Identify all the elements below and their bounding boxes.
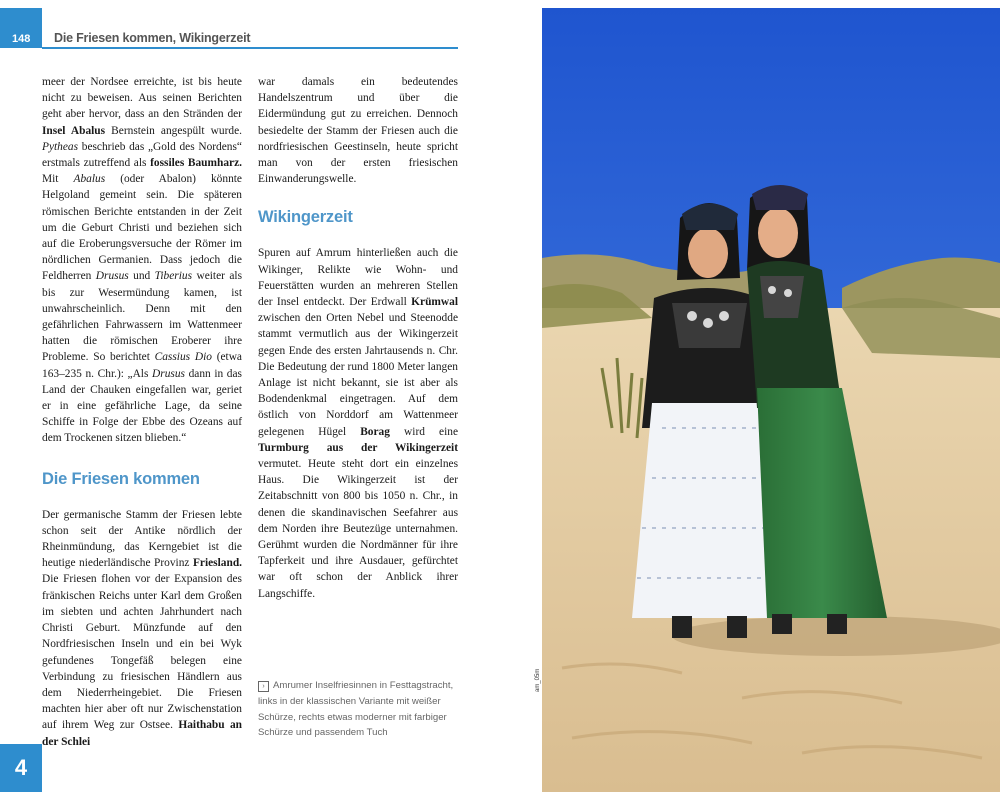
left-text-column [42,74,242,750]
running-title: Die Friesen kommen, Wikingerzeit [54,31,251,45]
page-number: 148 [12,33,31,45]
photo-credit [532,662,542,692]
chapter-tab: 4 [0,744,42,792]
friesen-paragraph: Der germanische Stamm der Friesen lebte schon seit der Antike nördlich der Rheinmündung, das Kerngebiet ist die heutige niederländische Provinz Friesland. Die Friesen flohen vor der Expansion des fränkischen Reichs unter Karl dem Großen im siebten und achten Jahrhundert nach Christi Geburt. Münzfunde auf den Nordfriesischen Inseln und ein bei Wyk gefundenes Tongefäß belegen eine Verbindung zu friesischen Händlern aus dem Niederrheingebiet. Die Friesen machten hier aber oft nur Zwischenstation auf ihrem Weg zur Ostsee. Haithabu an der Schlei [42,508,243,748]
header-rule [42,47,458,49]
photo-frisian-women [542,8,1000,792]
section-heading-friesen: Die Friesen kommen [42,469,200,488]
right-text-column [258,74,458,602]
caption-arrow-icon: › [258,681,269,692]
photo-caption [258,678,468,741]
page-number-box [0,8,42,48]
caption-text: Amrumer Inselfriesinnen in Festtagstracht, links in der klassischen Variante mit weißer Schürze, rechts etwas moderner mit farbiger Schürze und passendem Tuch [258,680,454,739]
continuation-paragraph: war damals ein bedeutendes Handelszentrum und über die Eidermündung gut zu erreichen. Dennoch besiedelte der Stamm der Friesen auch die nordfriesischen Geestinseln, heute spricht man von der ersten friesischen Einwanderungswelle. [258,76,458,186]
photo-credit-text: am_05m [535,668,541,692]
wikinger-paragraph: Spuren auf Amrum hinterließen auch die Wikinger, Relikte wie Wohn- und Feuerstätten wurden an mehreren Stellen der Insel entdeckt. Der Erdwall Krümwal zwischen den Orten Nebel und Steenodde stammt vermutlich aus der Wikingerzeit gegen Ende des ersten Jahrtausends n. Chr. Die Bedeutung der rund 1800 Meter langen Anlage ist nicht bekannt, sie ist aber als Bodendenkmal eingetragen. Auf dem östlich von Norddorf am Wattenmeer gelegenen Hügel Borag wird eine Turmburg aus der Wikingerzeit vermutet. Heute steht dort ein einzelnes Haus. Die Wikingerzeit ist der Zeitabschnitt von 800 bis 1050 n. Chr., in denen die skandinavischen Seefahrer aus dem Norden ihre Beutezüge unternahmen. Gerühmt wurden die Nordmänner für ihre Tapferkeit und ihre Ausdauer, gefürchtet war oft schon der Anblick ihrer Langschiffe. [258,247,458,600]
intro-paragraph: meer der Nordsee erreichte, ist bis heute nicht zu beweisen. Aus seinen Berichten geht aber hervor, dass an den Stränden der Insel Abalus Bernstein angespült wurde. Pytheas beschrieb das „Gold des Nordens“ erstmals zutreffend als fossiles Baumharz. Mit Abalus (oder Abalon) könnte Helgoland gemeint sein. Die späteren römischen Berichte entstanden in der Zeit um die Geburt Christi und beziehen sich auf die Eroberungsversuche der Römer im nördlichen Germanien. Dass jedoch die Feldherren Drusus und Tiberius weiter als bis zur Wesermündung kamen, ist unwahrscheinlich. Denn mit den gefährlichen Fahrwassern im Wattenmeer hatten die römischen Eroberer ihre Probleme. So berichtet Cassius Dio (etwa 163–235 n. Chr.): „Als Drusus dann in das Land der Chauken eingefallen war, geriet er in eine gefährliche Lage, da seine Schiffe in Folge der Ebbe des Ozeans auf dem Trockenen sitzen blieben.“ [42,76,243,445]
photo-illustration [542,8,1000,792]
section-heading-wikingerzeit: Wikingerzeit [258,208,353,227]
